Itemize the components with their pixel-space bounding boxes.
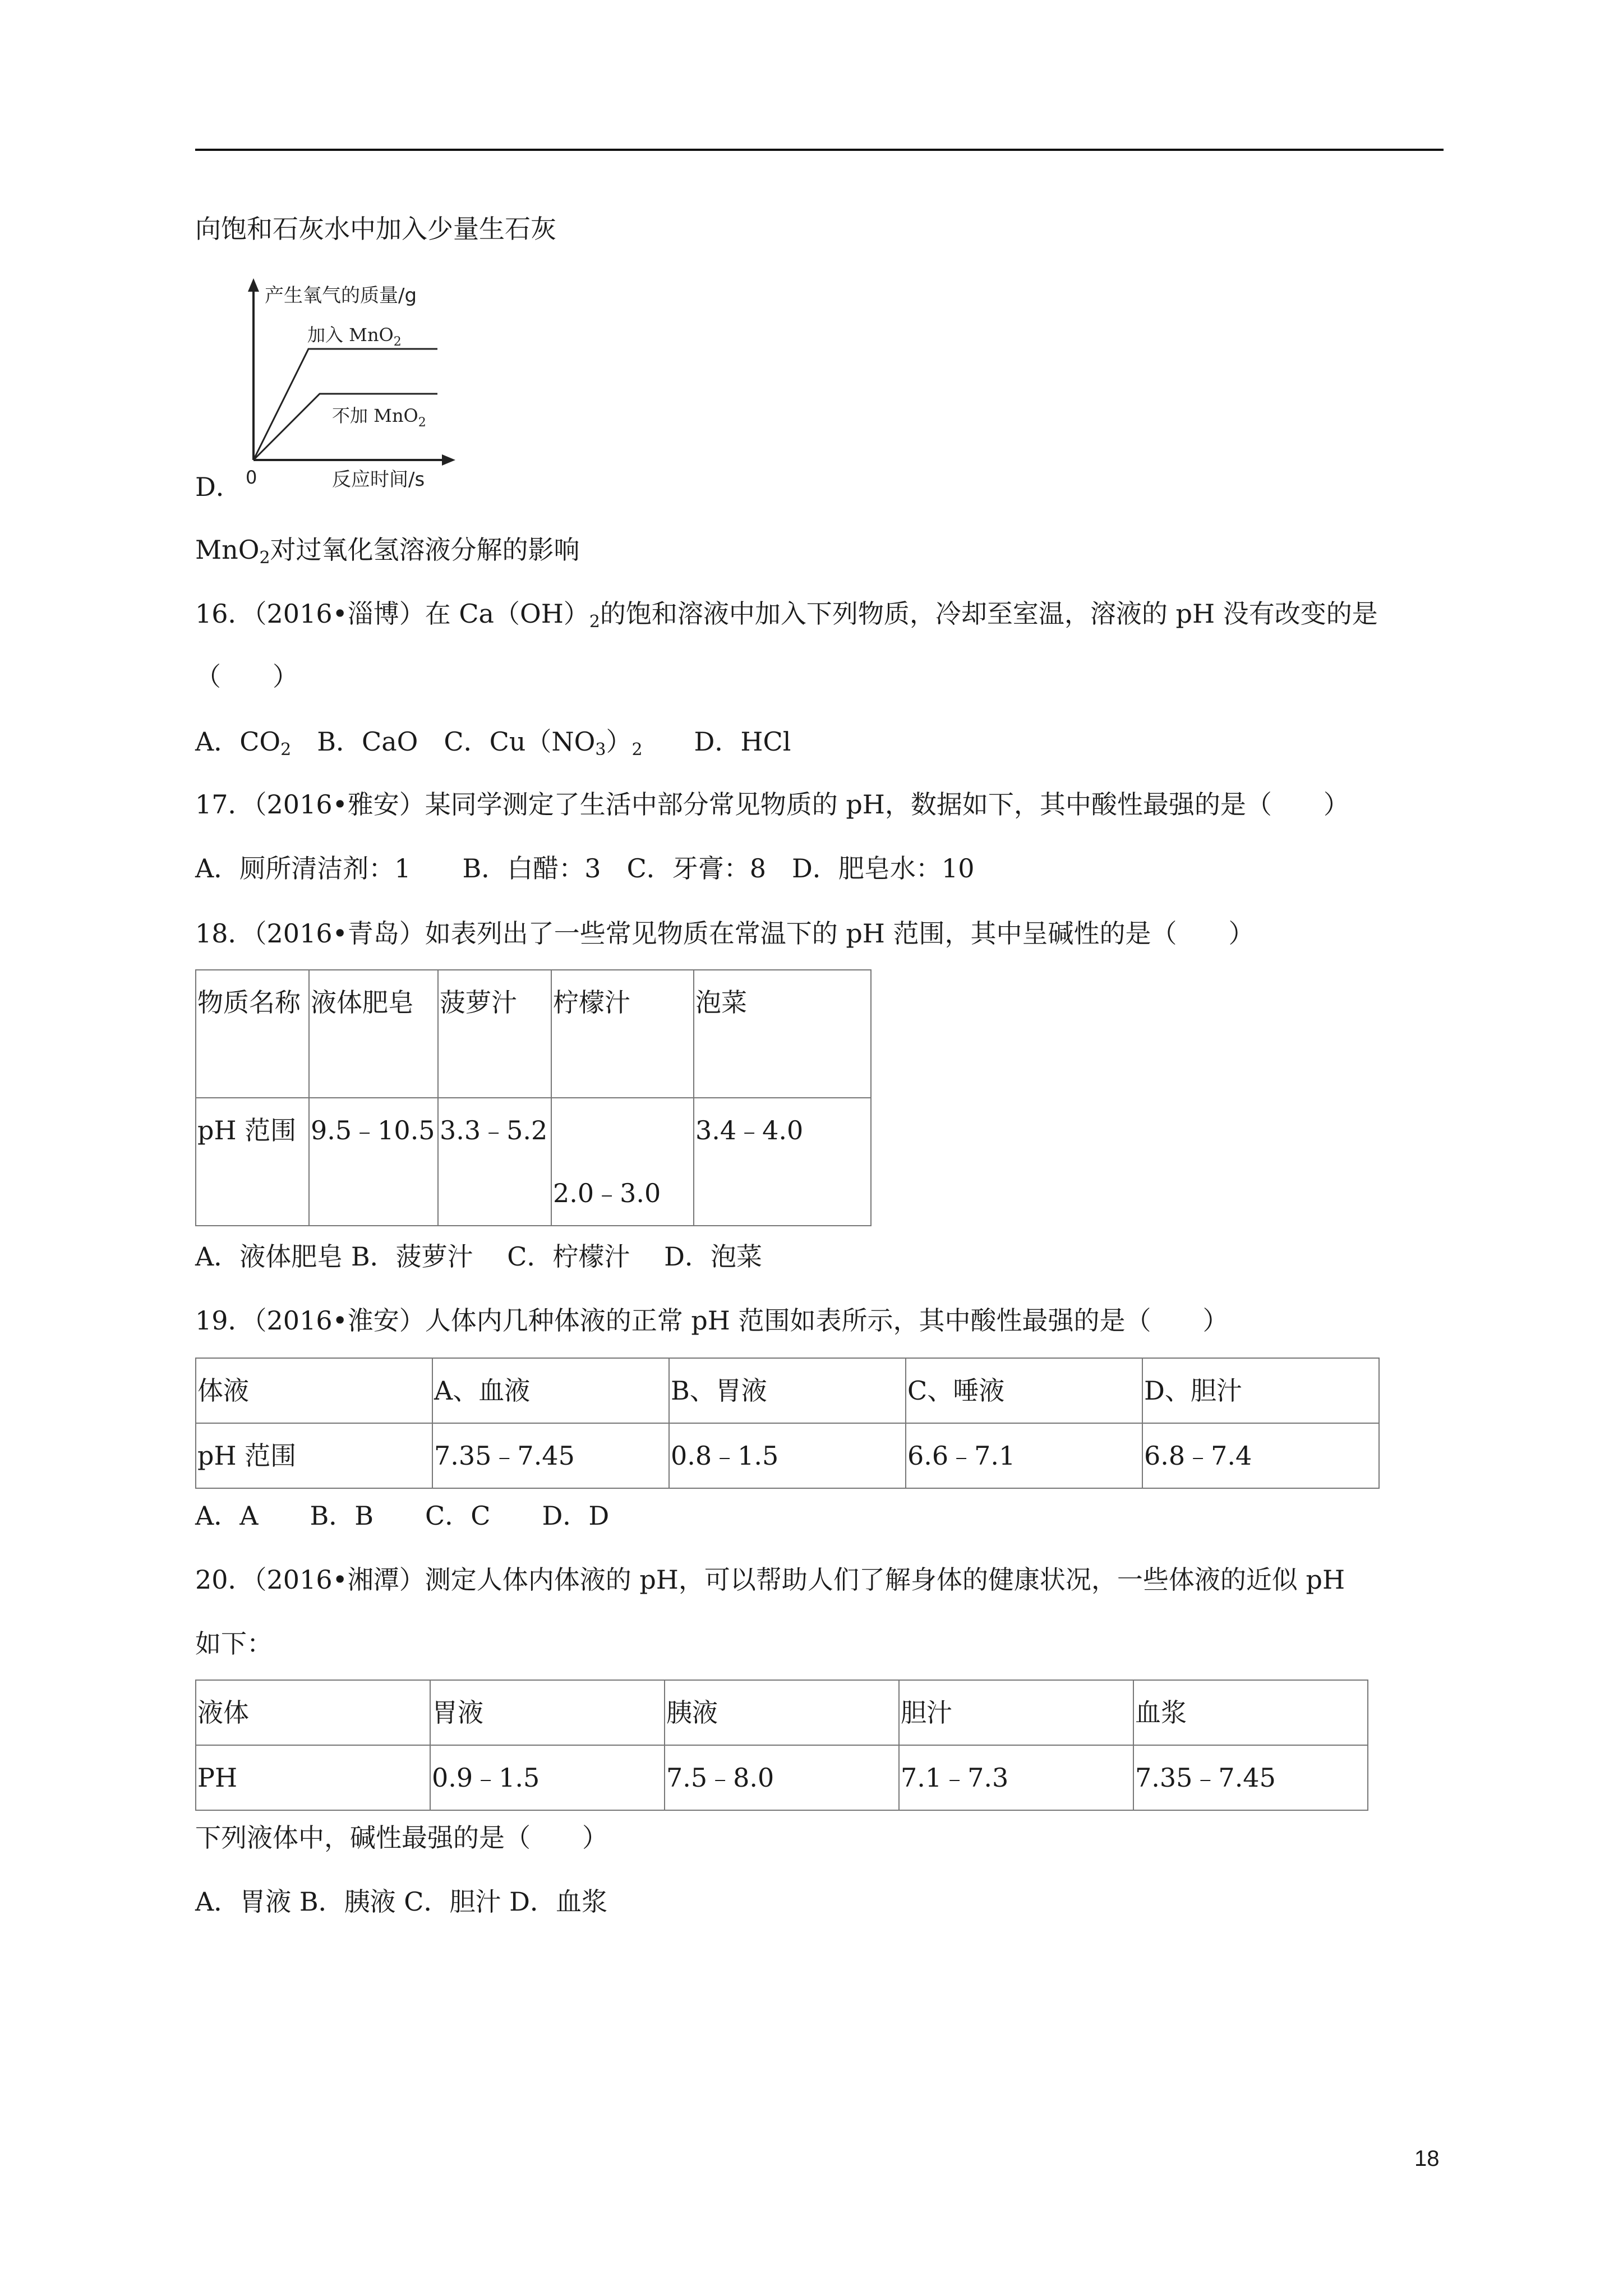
page-number: 18	[1414, 2146, 1440, 2171]
q18-stem: 18．（2016•青岛）如表列出了一些常见物质在常温下的 pH 范围，其中呈碱性的是（ ）	[195, 918, 1255, 949]
table-cell: B、胃液	[669, 1358, 906, 1423]
q18-options: A．液体肥皂 B．菠萝汁 C．柠檬汁 D．泡菜	[195, 1241, 762, 1272]
table-cell: 7.35﹣7.45	[1133, 1745, 1368, 1810]
q19-table	[195, 1358, 1380, 1489]
graph-origin-label: 0	[246, 467, 257, 488]
q15-option-d-label: D．	[195, 472, 242, 502]
table-cell: D、胆汁	[1142, 1358, 1379, 1423]
q20-options: A．胃液 B．胰液 C．胆汁 D．血浆	[195, 1887, 607, 1917]
q19-stem: 19．（2016•淮安）人体内几种体液的正常 pH 范围如表所示，其中酸性最强的是（ ）	[195, 1305, 1229, 1336]
table-row	[196, 970, 871, 1098]
header-rule	[195, 149, 1444, 151]
table-cell: 柠檬汁	[551, 970, 694, 1098]
q16-stem: 16．（2016•淄博）在 $Ca(OH)_2$的饱和溶液中加入下列物质，冷却至室温，溶液的 pH 没有改变的是	[195, 599, 1378, 632]
q16-option-d: D．HCl	[694, 726, 791, 757]
q17-options	[195, 852, 974, 885]
table-cell: 菠萝汁	[438, 970, 551, 1098]
q18-table	[195, 969, 872, 1226]
q19-options: A．A B．B C．C D．D	[195, 1501, 610, 1531]
q17-option-a: A．厕所清洁剂：1	[195, 853, 411, 884]
q20-table	[195, 1680, 1368, 1811]
q20-stem-line2: 如下：	[195, 1628, 273, 1659]
table-cell: 9.5﹣10.5	[309, 1098, 438, 1226]
table-cell: PH	[196, 1745, 430, 1810]
q17-option-c: C．牙膏：8	[626, 853, 767, 884]
q17-option-b: B．白醋：3	[462, 853, 601, 884]
q16-option-b: B．CaO	[317, 726, 418, 757]
y-axis-arrow	[248, 278, 259, 292]
table-cell: 胰液	[665, 1680, 899, 1745]
table-cell: 7.35﹣7.45	[432, 1423, 669, 1488]
table-cell: 血浆	[1133, 1680, 1368, 1745]
q16-option-a: A．$CO_2$	[195, 726, 292, 760]
q16-option-c: C．$Cu(NO_3)_2$	[444, 726, 643, 760]
q16-options	[195, 725, 791, 758]
table-cell: 体液	[196, 1358, 432, 1423]
q16-stem-paren: （ ）	[195, 661, 298, 692]
table-row	[196, 1358, 1379, 1423]
table-cell: 胃液	[430, 1680, 665, 1745]
table-row	[196, 1745, 1368, 1810]
table-cell: pH 范围	[196, 1423, 432, 1488]
table-cell: 液体	[196, 1680, 430, 1745]
x-axis-arrow	[442, 454, 455, 466]
graph-y-label: 产生氧气的质量/g	[265, 284, 417, 307]
upper-series-line	[253, 349, 437, 460]
graph-x-label: 反应时间/s	[332, 468, 425, 491]
table-cell: 6.6﹣7.1	[906, 1423, 1142, 1488]
table-cell: 7.1﹣7.3	[899, 1745, 1133, 1810]
q15-option-c-text: 向饱和石灰水中加入少量生石灰	[195, 214, 556, 244]
table-cell: 物质名称	[196, 970, 309, 1098]
q15-option-d-caption: MnO$_2$对过氧化氢溶液分解的影响	[195, 535, 580, 568]
table-cell: 2.0﹣3.0	[551, 1098, 694, 1226]
q17-option-d: D．肥皂水：10	[792, 853, 975, 884]
table-cell: 7.5﹣8.0	[665, 1745, 899, 1810]
table-row	[196, 1680, 1368, 1745]
table-cell: C、唾液	[906, 1358, 1142, 1423]
table-cell: 3.3﹣5.2	[438, 1098, 551, 1226]
graph-upper-label: 加入 MnO$_2$	[307, 324, 402, 349]
table-cell: 3.4﹣4.0	[694, 1098, 871, 1226]
table-cell: 6.8﹣7.4	[1142, 1423, 1379, 1488]
table-cell: 0.9﹣1.5	[430, 1745, 665, 1810]
table-cell: 泡菜	[694, 970, 871, 1098]
table-row	[196, 1098, 871, 1226]
graph-lower-label: 不加 MnO$_2$	[332, 405, 426, 430]
table-cell: 液体肥皂	[309, 970, 438, 1098]
table-cell: 0.8﹣1.5	[669, 1423, 906, 1488]
table-cell: 胆汁	[899, 1680, 1133, 1745]
q20-stem-line1: 20．（2016•湘潭）测定人体内体液的 pH，可以帮助人们了解身体的健康状况，一些体液的近似 pH	[195, 1565, 1345, 1595]
table-cell: A、血液	[432, 1358, 669, 1423]
table-cell: pH 范围	[196, 1098, 309, 1226]
q17-stem: 17．（2016•雅安）某同学测定了生活中部分常见物质的 pH，数据如下，其中酸性最强的是（ ）	[195, 789, 1349, 820]
q15-option-d-graph	[236, 275, 471, 499]
q20-question: 下列液体中，碱性最强的是（ ）	[195, 1823, 608, 1853]
table-row	[196, 1423, 1379, 1488]
